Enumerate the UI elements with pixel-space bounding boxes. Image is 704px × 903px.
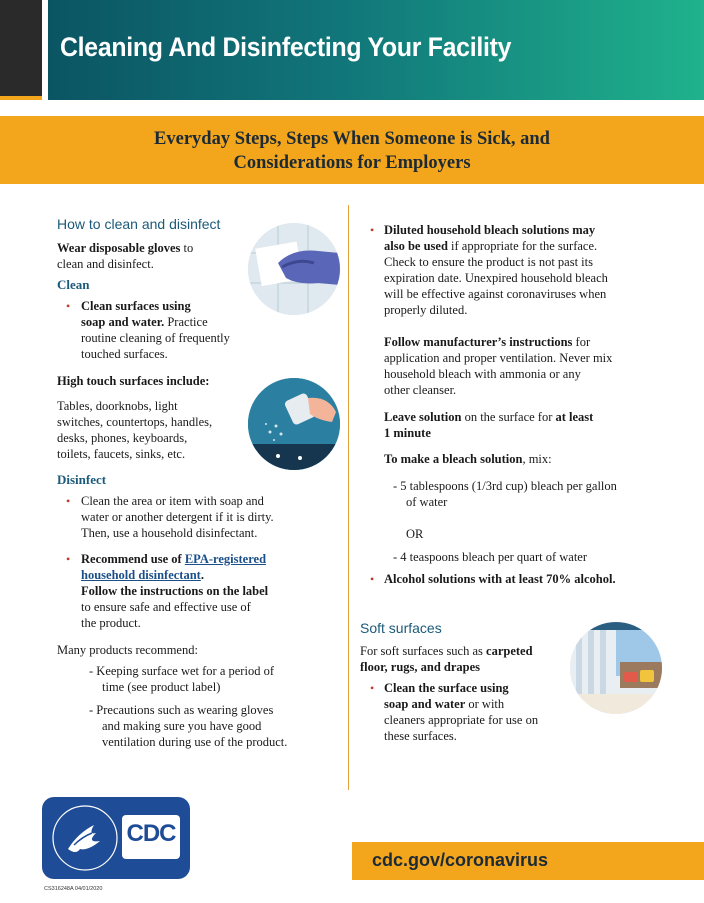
- or-label: OR: [406, 527, 424, 541]
- hhs-eagle-icon: [50, 803, 120, 873]
- leave-bold-3: 1 minute: [384, 426, 431, 440]
- mix-item-1: [393, 478, 683, 510]
- website-url[interactable]: cdc.gov/coronavirus: [372, 850, 549, 870]
- high-touch-list: [57, 398, 247, 462]
- soft-bold: carpeted: [486, 644, 533, 658]
- page-title: Cleaning And Disinfecting Your Facility: [60, 32, 512, 62]
- bleach-rest-2: if appropriate for the surface.: [447, 239, 598, 253]
- mix-line: - 5 tablespoons (1/3rd cup) bleach per gallon: [393, 479, 617, 493]
- clean-heading: Clean: [57, 277, 90, 292]
- clean-bullet-rest-1: Practice: [164, 315, 208, 329]
- bleach-line: Check to ensure the product is not past its: [384, 255, 593, 269]
- bullet-dot: •: [370, 681, 375, 695]
- clean-bullet-rest-3: touched surfaces.: [81, 347, 168, 361]
- soft-bold-2: floor, rugs, and drapes: [360, 660, 481, 674]
- follow-rest-1: to ensure safe and effective use of: [81, 600, 251, 614]
- follow-mfr-rest: for: [572, 335, 591, 349]
- follow-mfr-line: household bleach with ammonia or any: [384, 367, 581, 381]
- soft-bullet-rest: or with: [465, 697, 505, 711]
- disinfect-bullet-1: [66, 493, 336, 541]
- spray-bottle-icon: [248, 378, 340, 470]
- dash-line: and making sure you have good: [102, 719, 262, 733]
- column-divider: [348, 205, 349, 790]
- header-orange-stripe: [0, 96, 42, 100]
- document-code: CS316248A 04/01/2020: [44, 886, 103, 892]
- high-touch-line: Tables, doorknobs, light: [57, 399, 178, 413]
- disinfect-bullet-2: [66, 551, 336, 631]
- follow-mfr: [384, 334, 684, 398]
- bleach-bold-2: also be used: [384, 239, 448, 253]
- epa-link[interactable]: EPA-registered: [184, 552, 267, 566]
- header-dark-block: [0, 0, 42, 100]
- dash-line: - Precautions such as wearing gloves: [89, 703, 274, 717]
- bleach-line: expiration date. Unexpired household bleach: [384, 271, 608, 285]
- mix-item-2: - 4 teaspoons bleach per quart of water: [393, 550, 588, 564]
- leave-bold: Leave solution: [384, 410, 462, 424]
- disinfect-line: water or another detergent if it is dirty.: [81, 510, 274, 524]
- dash-line: - Keeping surface wet for a period of: [89, 664, 274, 678]
- follow-rest-2: the product.: [81, 616, 141, 630]
- cdc-wordmark: CDC: [126, 820, 176, 847]
- bullet-dot: •: [370, 572, 375, 586]
- curtained-room-icon: [570, 622, 662, 714]
- leave-rest: on the surface for: [461, 410, 556, 424]
- disinfect-line: Then, use a household disinfectant.: [81, 526, 258, 540]
- follow-mfr-line: other cleanser.: [384, 383, 457, 397]
- subtitle-line-1: Everyday Steps, Steps When Someone is Sick, and: [154, 129, 550, 149]
- make-bold: To make a bleach solution: [384, 452, 523, 466]
- high-touch-line: switches, countertops, handles,: [57, 415, 213, 429]
- bleach-bullet: [370, 222, 670, 318]
- make-bleach: [384, 451, 552, 467]
- dash-line: time (see product label): [102, 680, 221, 694]
- soft-bullet-line: these surfaces.: [384, 729, 457, 743]
- clean-bullet-bold-1: Clean surfaces using: [81, 299, 191, 313]
- section-title-soft-surfaces: Soft surfaces: [360, 620, 442, 636]
- soft-bullet-bold-2: soap and water: [384, 697, 466, 711]
- alcohol-bullet: [370, 571, 670, 587]
- clean-bullet: [66, 298, 266, 362]
- soft-intro: [360, 643, 570, 675]
- dash-item-2: [89, 702, 339, 750]
- gloves-rest-2: clean and disinfect.: [57, 257, 154, 271]
- gloves-bold: Wear disposable gloves: [57, 241, 181, 255]
- clean-bullet-bold-2: soap and water.: [81, 315, 165, 329]
- high-touch-heading: High touch surfaces include:: [57, 374, 210, 388]
- bullet-dot: •: [370, 223, 375, 237]
- make-rest: , mix:: [522, 452, 552, 466]
- clean-bullet-rest-2: routine cleaning of frequently: [81, 331, 230, 345]
- epa-link-2[interactable]: household disinfectant: [81, 568, 201, 582]
- follow-label-bold: Follow the instructions on the label: [81, 584, 269, 598]
- bullet-dot: •: [66, 494, 71, 508]
- follow-mfr-line: application and proper ventilation. Never mix: [384, 351, 613, 365]
- bullet-dot: •: [66, 552, 71, 566]
- period: .: [200, 568, 204, 582]
- disinfect-line: Clean the area or item with soap and: [81, 494, 264, 508]
- soft-bullet-line: cleaners appropriate for use on: [384, 713, 539, 727]
- bullet-dot: •: [66, 299, 71, 313]
- dash-item-1: [89, 663, 339, 695]
- gloved-hand-wiping-icon: [248, 223, 340, 315]
- high-touch-line: desks, phones, keyboards,: [57, 431, 188, 445]
- bleach-line: properly diluted.: [384, 303, 468, 317]
- leave-bold-2: at least: [555, 410, 594, 424]
- alcohol-text: Alcohol solutions with at least 70% alcohol.: [384, 572, 616, 586]
- soft-bullet: [370, 680, 580, 744]
- subtitle: [0, 127, 704, 175]
- subtitle-line-2: Considerations for Employers: [233, 153, 471, 173]
- bleach-line: will be effective against coronaviruses when: [384, 287, 607, 301]
- soft-bullet-bold-1: Clean the surface using: [384, 681, 509, 695]
- high-touch-line: toilets, faucets, sinks, etc.: [57, 447, 186, 461]
- recommend-bold: Recommend use of: [81, 552, 185, 566]
- mix-line: of water: [406, 495, 448, 509]
- many-products: Many products recommend:: [57, 643, 198, 657]
- disinfect-heading: Disinfect: [57, 472, 107, 487]
- dash-line: ventilation during use of the product.: [102, 735, 288, 749]
- soft-rest: For soft surfaces such as: [360, 644, 487, 658]
- follow-mfr-bold: Follow manufacturer’s instructions: [384, 335, 573, 349]
- leave-solution: [384, 409, 684, 441]
- bleach-bold-1: Diluted household bleach solutions may: [384, 223, 596, 237]
- section-title-how-to-clean: How to clean and disinfect: [57, 216, 221, 232]
- gloves-rest-1: to: [180, 241, 194, 255]
- gloves-text: [57, 240, 247, 272]
